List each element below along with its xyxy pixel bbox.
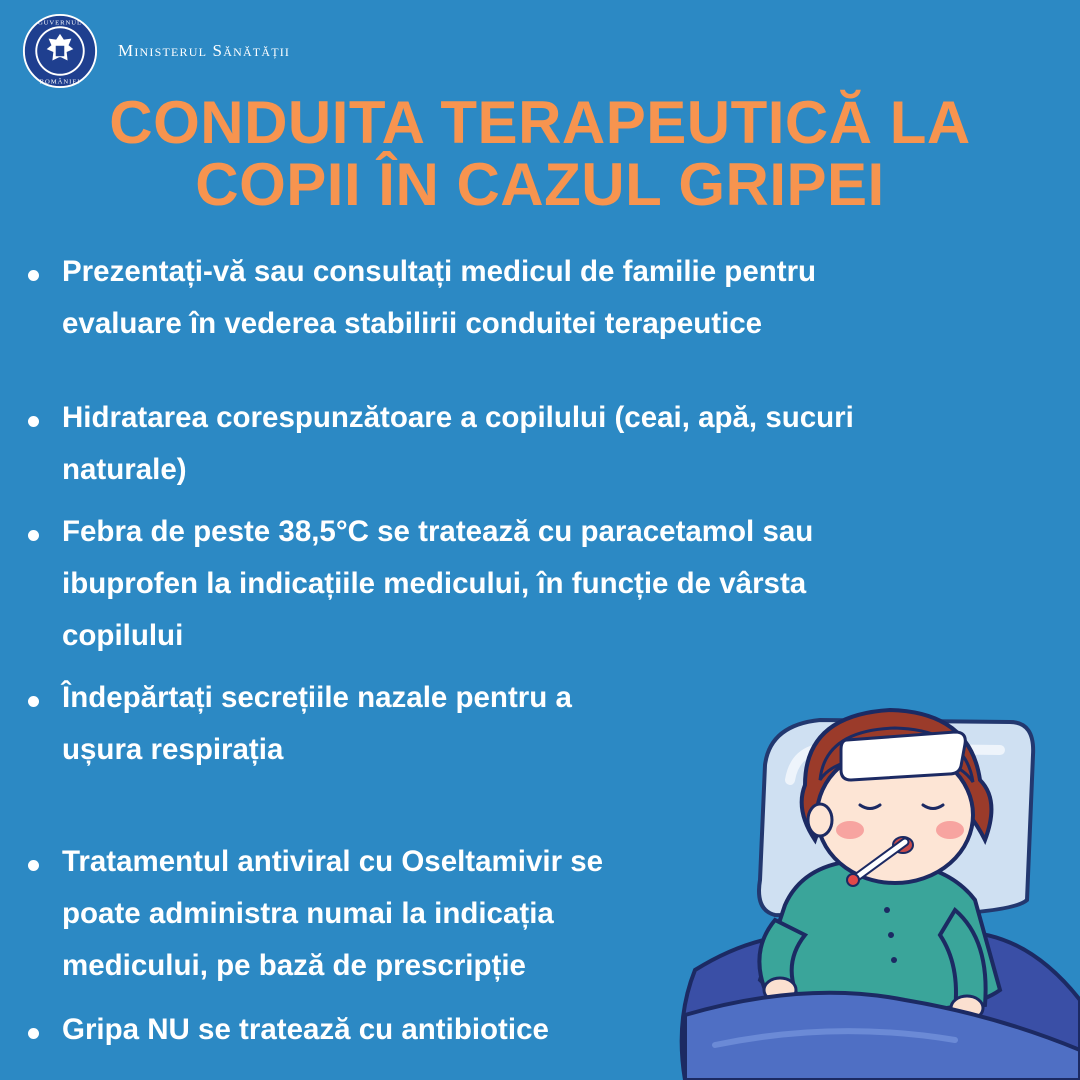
bullet-line: medicului, pe bază de prescripție [62,949,526,982]
forehead-towel [841,732,965,780]
ministry-name: Ministerul Sănătății [118,41,291,60]
bullet-dot [28,392,62,496]
list-item [28,1004,549,1056]
bullet-line: copilului [62,619,184,652]
bullet-line: naturale) [62,453,187,486]
svg-text:ROMÂNIEI: ROMÂNIEI [39,78,81,86]
bullet-dot [28,672,62,776]
bullet-line: Îndepărtați secrețiile nazale pentru a [62,681,572,714]
bullet-line: evaluare în vederea stabilirii conduitei terapeutice [62,307,763,340]
bullet-dot [28,506,62,662]
list-item [28,246,816,350]
list-item [28,506,813,662]
bullet-line: Prezentați-vă sau consultați medicul de familie pentru [62,255,817,288]
government-seal-icon [22,13,98,89]
bullet-dot [28,836,62,992]
title-line: CONDUITA TERAPEUTICĂ LA [109,89,971,156]
bullet-line: ușura respirația [62,733,284,766]
page-title [0,89,1080,218]
bullet-line: Febra de peste 38,5°C se tratează cu paracetamol sau [62,515,814,548]
list-item [28,392,854,496]
header [22,12,290,90]
svg-text:GUVERNUL: GUVERNUL [37,19,83,27]
bullet-line: ibuprofen la indicațiile medicului, în funcție de vârsta [62,567,807,600]
bullet-line: Tratamentul antiviral cu Oseltamivir se [62,845,604,878]
bullet-dot [28,246,62,350]
list-item [28,836,603,992]
bullet-line: poate administra numai la indicația [62,897,554,930]
bullet-dot [28,1004,62,1056]
list-item [28,672,572,776]
bullet-line: Hidratarea corespunzătoare a copilului (ceai, apă, sucuri [62,401,854,434]
sick-child-illustration [655,670,1080,1080]
bullet-line: Gripa NU se tratează cu antibiotice [62,1013,549,1046]
title-line: COPII ÎN CAZUL GRIPEI [195,151,885,218]
